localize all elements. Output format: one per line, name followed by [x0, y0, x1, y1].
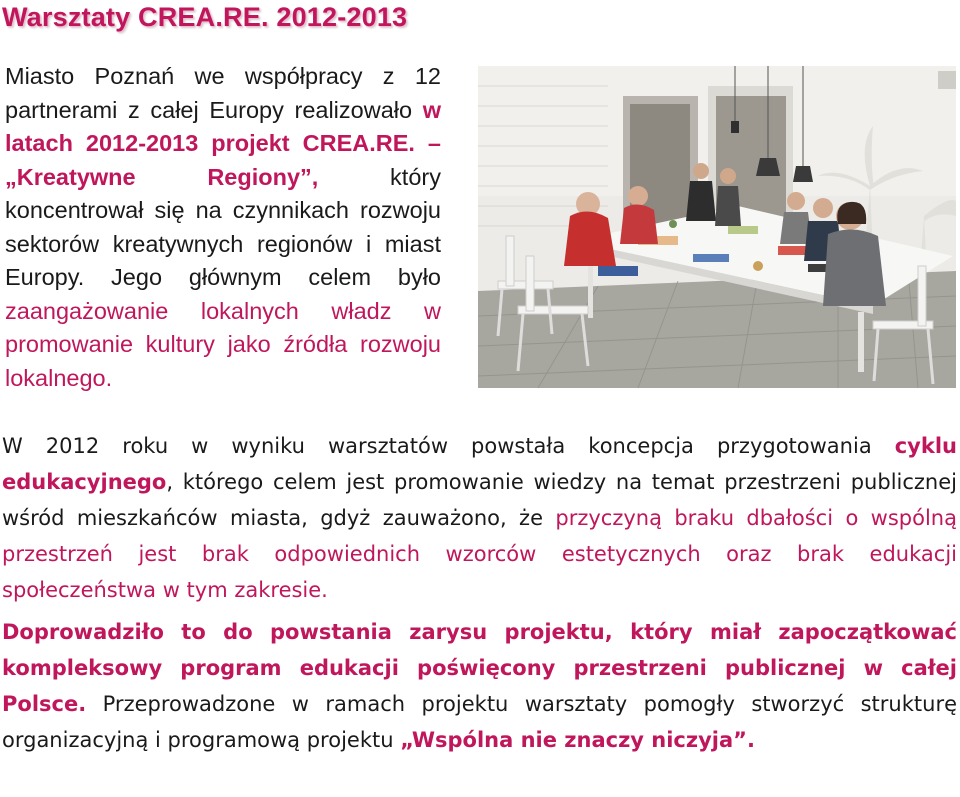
para1-text-3: , którego celem jest promowanie wiedzy na temat przestrzeni publicznej wśród mieszkańców miasta, gdyż zauważono, że [2, 470, 957, 530]
para1-highlight-reason: przyczyną braku dbałości o wspólną przestrzeń jest brak odpowiednich wzorców estetycznych oraz brak edukacji społeczeństwa w tym zakresie. [2, 506, 957, 602]
page-title: Warsztaty CREA.RE. 2012-2013 [2, 2, 408, 32]
intro-highlight-project: w latach 2012-2013 projekt CREA.RE. – „Kreatywne Regiony”, [5, 96, 441, 190]
intro-paragraph [5, 60, 441, 395]
workshop-photo [478, 66, 956, 388]
para1-highlight-cycle: cyklu edukacyjnego [2, 434, 957, 494]
para1-text-1: W 2012 roku w wyniku warsztatów powstała koncepcja przygotowania [2, 434, 895, 458]
para2-text-2: Przeprowadzone w ramach projektu warsztaty pomogły stworzyć strukturę organizacyjną i programową projektu [2, 692, 957, 752]
para2-highlight-project-name: „Wspólna nie znaczy niczyja”. [400, 728, 755, 752]
workshop-photo-illustration [478, 66, 956, 388]
intro-highlight-goal: zaangażowanie lokalnych władz w promowanie kultury jako źródła rozwoju lokalnego. [5, 297, 441, 391]
paragraph-workshops [2, 428, 957, 608]
paragraph-program [2, 614, 957, 758]
intro-text-3: który koncentrował się na czynnikach rozwoju sektorów kreatywnych regionów i miast Europy. Jego głównym celem było [5, 163, 441, 290]
intro-text-1: Miasto Poznań we współpracy z 12 partnerami z całej Europy realizowało [5, 63, 441, 123]
para2-highlight-program: Doprowadziło to do powstania zarysu projektu, który miał zapoczątkować kompleksowy program edukacji poświęcony przestrzeni publicznej w całej Polsce. [2, 620, 957, 716]
